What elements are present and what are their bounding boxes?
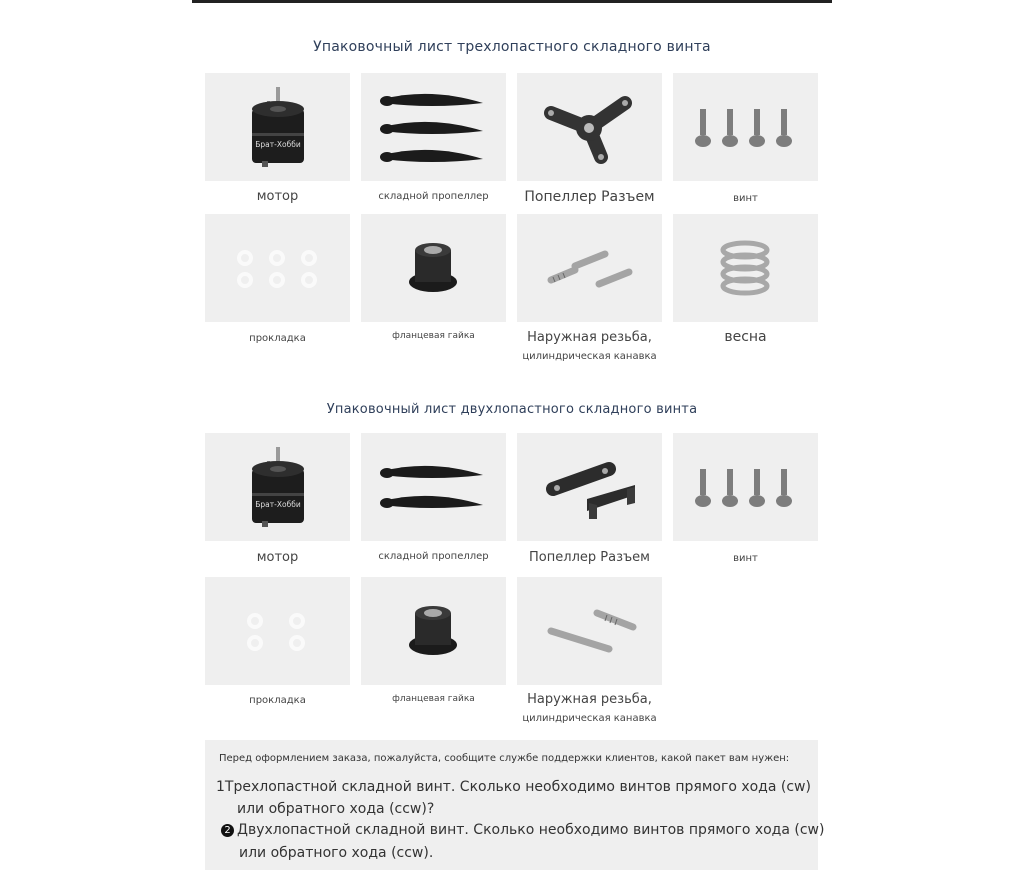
notice-item-2-line-2: или обратного хода (ccw). <box>239 845 434 861</box>
item-label-propeller-hub-2: Попеллер Разъем <box>529 550 650 565</box>
screws-icon <box>673 73 818 181</box>
item-label-washer: прокладка <box>249 333 306 344</box>
item-label-folding-propeller: складной пропеллер <box>378 191 489 202</box>
item-label-screw-2: винт <box>733 553 758 564</box>
notice-item-2-text: Двухлопастной складной винт. Сколько необходимо винтов прямого хода (cw) <box>237 822 825 838</box>
item-label-threaded-pin-line2: цилиндрическая канавка <box>522 351 657 362</box>
washers-icon <box>205 577 350 685</box>
notice-item-2-line-1 <box>221 822 824 838</box>
item-tile-threaded-pin <box>517 214 662 322</box>
item-label-screw: винт <box>733 193 758 204</box>
item-label-threaded-pin-2 <box>517 692 662 724</box>
notice-item-1-line-1 <box>216 779 811 795</box>
item-label-spring: весна <box>724 329 767 345</box>
motor-brand-label: Брат-Хобби <box>255 500 301 509</box>
notice-item-1-line-2: или обратного хода (ccw)? <box>237 801 435 817</box>
item-tile-washer-2 <box>205 577 350 685</box>
motor-icon <box>205 73 350 181</box>
washers-icon <box>205 214 350 322</box>
item-tile-screw-2 <box>673 433 818 541</box>
item-tile-propeller-hub-2 <box>517 433 662 541</box>
notice-item-1-number: 1 <box>216 779 225 795</box>
item-tile-folding-propeller <box>361 73 506 181</box>
notice-item-2-number-badge: 2 <box>221 824 234 837</box>
item-label-threaded-pin-2-line2: цилиндрическая канавка <box>522 713 657 724</box>
propeller-blades-3-icon <box>361 73 506 181</box>
item-label-motor: мотор <box>256 189 299 204</box>
spring-icon <box>673 214 818 322</box>
item-label-propeller-hub: Попеллер Разъем <box>524 189 655 205</box>
item-label-flange-nut: фланцевая гайка <box>392 331 475 341</box>
item-tile-threaded-pin-2 <box>517 577 662 685</box>
motor-icon <box>205 433 350 541</box>
section-title-three-blade: Упаковочный лист трехлопастного складного винта <box>313 39 711 55</box>
item-tile-screw <box>673 73 818 181</box>
order-notice-box <box>205 740 825 870</box>
screws-icon <box>673 433 818 541</box>
section-title-two-blade: Упаковочный лист двухлопастного складного винта <box>326 402 698 417</box>
item-label-threaded-pin <box>517 330 662 362</box>
order-notice-header: Перед оформлением заказа, пожалуйста, сообщите службе поддержки клиентов, какой пакет вам нужен: <box>219 753 790 764</box>
propeller-hub-2-icon <box>517 433 662 541</box>
item-tile-propeller-hub <box>517 73 662 181</box>
item-label-threaded-pin-line1: Наружная резьба, <box>527 330 652 345</box>
top-divider <box>192 0 832 3</box>
notice-item-1-text: Трехлопастной складной винт. Сколько необходимо винтов прямого хода (cw) <box>224 779 811 795</box>
item-label-washer-2: прокладка <box>249 695 306 706</box>
item-tile-folding-propeller-2 <box>361 433 506 541</box>
item-tile-motor-2 <box>205 433 350 541</box>
item-label-folding-propeller-2: складной пропеллер <box>378 551 489 562</box>
item-tile-spring <box>673 214 818 322</box>
threaded-pins-icon <box>517 577 662 685</box>
item-tile-flange-nut-2 <box>361 577 506 685</box>
flange-nut-icon <box>361 577 506 685</box>
item-tile-motor <box>205 73 350 181</box>
propeller-blades-2-icon <box>361 433 506 541</box>
propeller-hub-3-icon <box>517 73 662 181</box>
flange-nut-icon <box>361 214 506 322</box>
item-tile-flange-nut <box>361 214 506 322</box>
item-tile-washer <box>205 214 350 322</box>
threaded-pins-icon <box>517 214 662 322</box>
item-label-threaded-pin-2-line1: Наружная резьба, <box>527 692 652 707</box>
motor-brand-label: Брат-Хобби <box>255 140 301 149</box>
item-label-motor-2: мотор <box>256 550 299 565</box>
item-label-flange-nut-2: фланцевая гайка <box>392 694 475 704</box>
